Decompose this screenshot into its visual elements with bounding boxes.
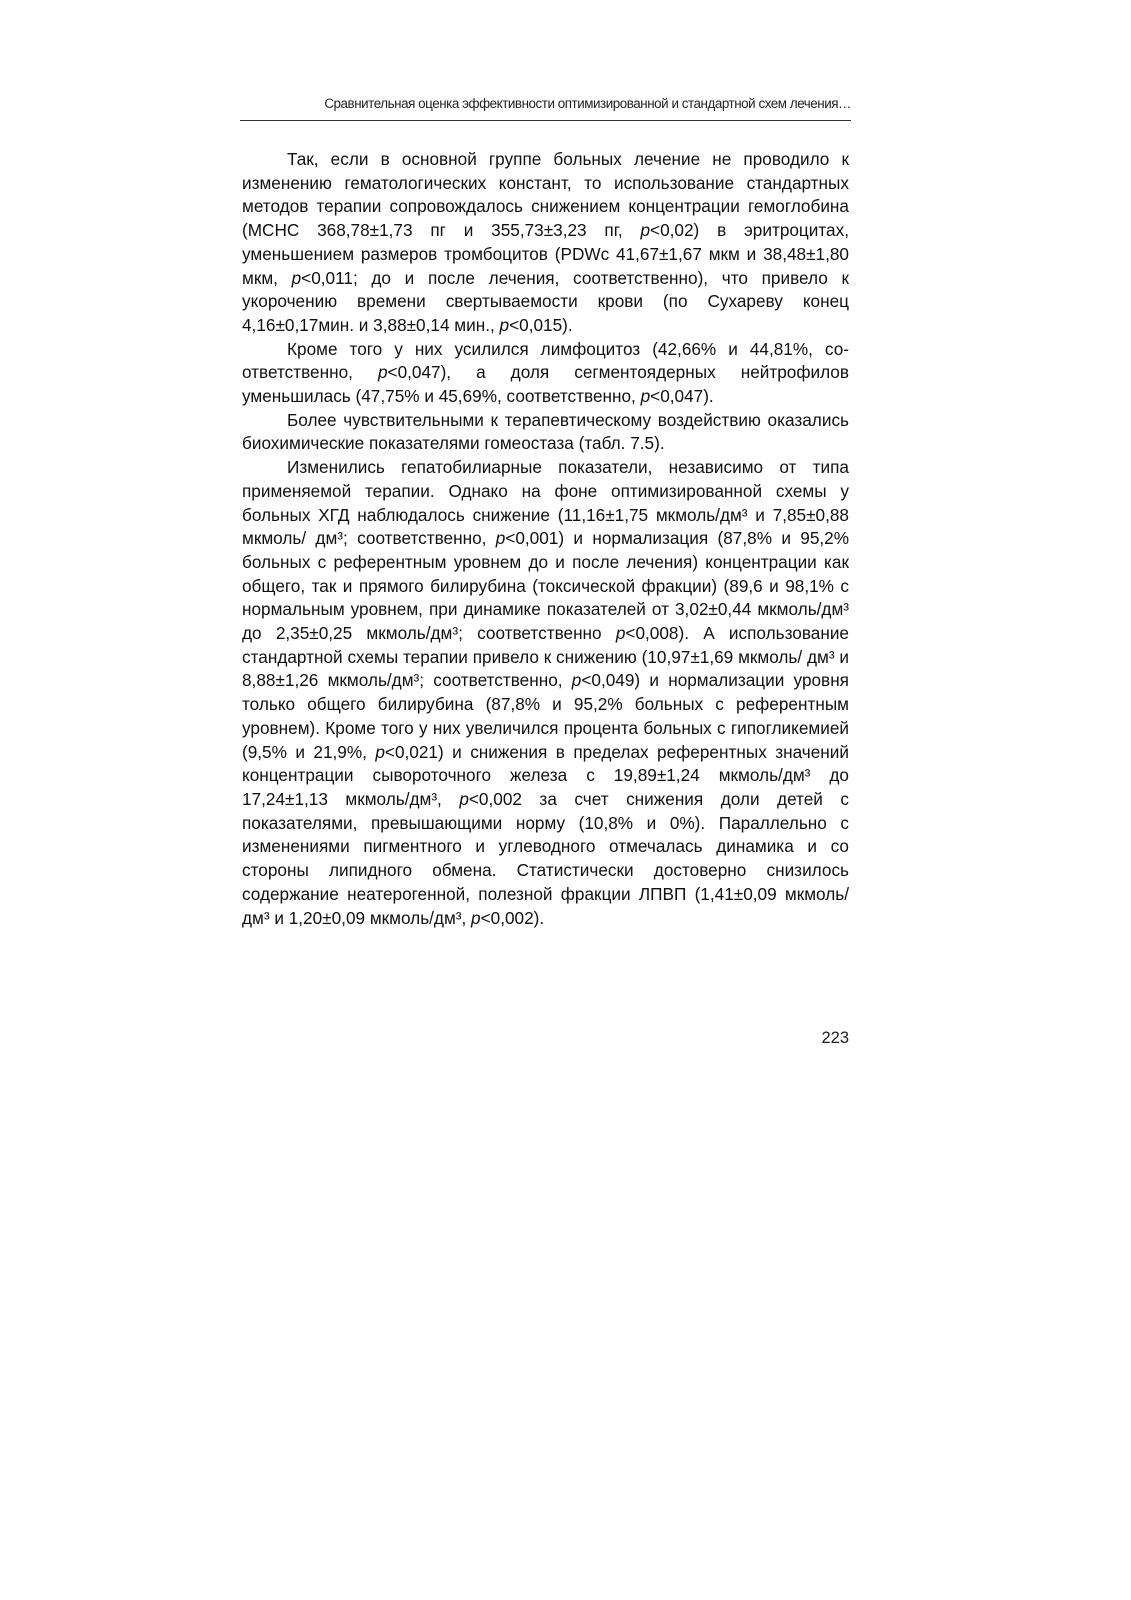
italic-symbol: p bbox=[495, 528, 506, 549]
italic-symbol: p bbox=[377, 362, 388, 383]
text-run: Более чувствительными к терапевтическому воздействию оказались биохимические показателями гомеостаза (табл. 7.5). bbox=[242, 409, 849, 454]
text-run: Так, если в основной группе больных лечение не проводило к изменению гематологических констант, то использование стандартных методов терапии сопровождалось снижением концентрации гемоглобина (МСНС 368,78±1,73 пг и 355,73±3,23 пг, bbox=[242, 149, 849, 241]
text-run: Кроме того у них усилился лимфоцитоз (42,66% и 44,81%, соответственно, bbox=[242, 338, 849, 383]
italic-symbol: p bbox=[571, 670, 582, 691]
italic-symbol: p bbox=[471, 907, 481, 928]
text-run: <0,02) в эритроцитах, уменьшением размеров тромбоцитов (PDWc 41,67±1,67 мкм и 38,48±1,80 мкм, bbox=[242, 220, 849, 288]
running-header: Сравнительная оценка эффективности оптимизированной и стандартной схем лечения… bbox=[324, 96, 851, 111]
italic-symbol: p bbox=[499, 314, 510, 335]
italic-symbol: p bbox=[640, 220, 651, 241]
italic-symbol: p bbox=[615, 623, 626, 644]
paragraph bbox=[242, 338, 849, 409]
text-run: <0,015). bbox=[509, 314, 573, 335]
text-run: <0,049) и нормализации уровня только общего билирубина (87,8% и 95,2% больных с референтным уровнем). Кроме того у них увеличился процента больных с гипогликемией (9,5% и 21,9%, bbox=[242, 670, 849, 762]
text-run: <0,021) и снижения в пределах референтных значений концентрации сывороточного железа с 19,89±1,24 мкмоль/дм³ до 17,24±1,13 мкмоль/дм³, bbox=[242, 741, 849, 809]
italic-symbol: p bbox=[459, 788, 469, 809]
paragraph bbox=[242, 148, 849, 338]
text-run: <0,002 за счет снижения доли детей с показателями, превышающими норму (10,8% и 0%). Параллельно с изменениями пигментного и углеводного отмечалась динамика и со стороны липидного обмена. Статистически достоверно снизилось содержание неатерогенной, полезной фракции ЛПВП (1,41±0,09 мкмоль/дм³ и 1,20±0,09 мкмоль/дм³, bbox=[242, 788, 849, 928]
text-run: <0,047), а доля сегментоядерных нейтрофилов уменьшилась (47,75% и 45,69%, соответственно, bbox=[242, 362, 849, 407]
text-run: <0,002). bbox=[480, 907, 545, 928]
italic-symbol: p bbox=[375, 741, 385, 762]
body-text bbox=[242, 148, 849, 930]
text-run: <0,047). bbox=[650, 386, 714, 407]
text-run: <0,008). А использование стандартной схемы терапии привело к снижению (10,97±1,69 мкмоль/ дм³ и 8,88±1,26 мкмоль/дм³; соответственно, bbox=[242, 623, 849, 691]
page-number: 223 bbox=[821, 1029, 849, 1047]
text-run: <0,011; до и после лечения, соответственно), что привело к укорочению времени свертываемости крови (по Сухареву конец 4,16±0,17мин. и 3,88±0,14 мин., bbox=[242, 267, 849, 335]
italic-symbol: p bbox=[291, 267, 302, 288]
paragraph bbox=[242, 409, 849, 456]
text-run: <0,001) и нормализация (87,8% и 95,2% больных с референтным уровнем до и после лечения) концентрации как общего, так и прямого билирубина (токсической фракции) (89,6 и 98,1% с нормальным уровнем, при динамике показателей от 3,02±0,44 мкмоль/дм³ до 2,35±0,25 мкмоль/дм³; соответственно bbox=[242, 528, 849, 644]
header-divider bbox=[240, 120, 851, 121]
italic-symbol: p bbox=[640, 386, 651, 407]
text-run: Изменились гепатобилиарные показатели, независимо от типа применяемой терапии. Однако на фоне оптимизированной схемы у больных ХГД наблюдалось снижение (11,16±1,75 мкмоль/дм³ и 7,85±0,88 мкмоль/ дм³; соответственно, bbox=[242, 457, 849, 549]
paragraph bbox=[242, 456, 849, 930]
